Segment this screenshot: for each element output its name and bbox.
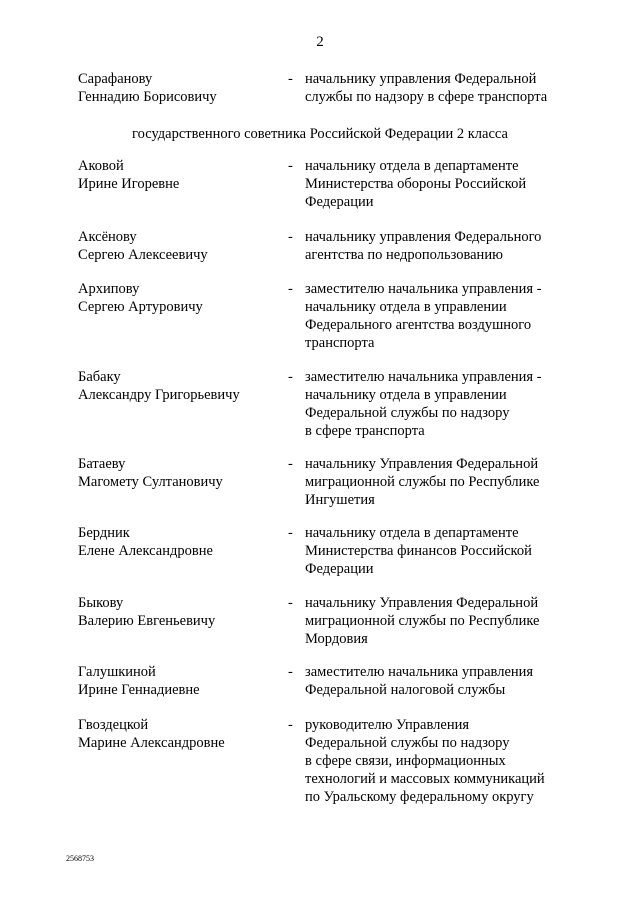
dash: - <box>288 664 293 680</box>
position-text <box>305 368 605 440</box>
person-name <box>78 280 278 316</box>
dash: - <box>288 525 293 541</box>
position-line: начальнику управления Федеральной <box>305 71 537 87</box>
position-text <box>305 228 605 264</box>
position-line: заместителю начальника управления - <box>305 281 542 297</box>
page-number: 2 <box>316 34 324 50</box>
person-name <box>78 228 278 264</box>
given-names: Валерию Евгеньевичу <box>78 613 216 629</box>
position-line: агентства по недропользованию <box>305 247 503 263</box>
dash: - <box>288 229 293 245</box>
position-line: Федеральной налоговой службы <box>305 682 506 698</box>
given-names: Ирине Геннадиевне <box>78 682 200 698</box>
position-line: Федерации <box>305 194 374 210</box>
position-line: начальнику Управления Федеральной <box>305 456 539 472</box>
position-line: в сфере связи, информационных <box>305 753 506 769</box>
section-heading: государственного советника Российской Федерации 2 класса <box>132 126 508 142</box>
person-name <box>78 594 278 630</box>
person-name <box>78 70 278 106</box>
person-name <box>78 368 278 404</box>
person-name <box>78 455 278 491</box>
position-text <box>305 594 605 648</box>
position-line: начальнику управления Федерального <box>305 229 542 245</box>
given-names: Ирине Игоревне <box>78 176 180 192</box>
dash: - <box>288 595 293 611</box>
position-line: начальнику отдела в департаменте <box>305 158 519 174</box>
position-line: Федеральной службы по надзору <box>305 735 510 751</box>
position-line: Федерального агентства воздушного <box>305 317 532 333</box>
surname: Гвоздецкой <box>78 717 149 733</box>
position-text <box>305 157 605 211</box>
position-line: начальнику отдела в управлении <box>305 299 507 315</box>
dash: - <box>288 717 293 733</box>
dash: - <box>288 281 293 297</box>
position-line: технологий и массовых коммуникаций <box>305 771 545 787</box>
given-names: Сергею Артуровичу <box>78 299 203 315</box>
given-names: Александру Григорьевичу <box>78 387 240 403</box>
position-text <box>305 716 605 806</box>
surname: Архипову <box>78 281 140 297</box>
position-text <box>305 280 605 352</box>
position-line: заместителю начальника управления <box>305 664 534 680</box>
surname: Аксёнову <box>78 229 137 245</box>
person-name <box>78 157 278 193</box>
dash: - <box>288 71 293 87</box>
person-name <box>78 716 278 752</box>
given-names: Геннадию Борисовичу <box>78 89 217 105</box>
document-code: 2568753 <box>66 854 94 863</box>
person-name <box>78 524 278 560</box>
position-line: транспорта <box>305 335 375 351</box>
given-names: Магомету Султановичу <box>78 474 223 490</box>
surname: Аковой <box>78 158 124 174</box>
position-line: Федерации <box>305 561 374 577</box>
surname: Быкову <box>78 595 124 611</box>
position-line: по Уральскому федеральному округу <box>305 789 534 805</box>
position-line: Министерства финансов Российской <box>305 543 532 559</box>
dash: - <box>288 158 293 174</box>
position-line: начальнику Управления Федеральной <box>305 595 539 611</box>
surname: Бабаку <box>78 369 121 385</box>
position-line: миграционной службы по Республике <box>305 613 540 629</box>
position-text <box>305 455 605 509</box>
position-line: миграционной службы по Республике <box>305 474 540 490</box>
position-line: заместителю начальника управления - <box>305 369 542 385</box>
surname: Бердник <box>78 525 130 541</box>
position-line: Мордовия <box>305 631 368 647</box>
given-names: Марине Александровне <box>78 735 225 751</box>
surname: Галушкиной <box>78 664 156 680</box>
surname: Сарафанову <box>78 71 153 87</box>
position-line: Ингушетия <box>305 492 375 508</box>
position-line: начальнику отдела в департаменте <box>305 525 519 541</box>
dash: - <box>288 456 293 472</box>
position-line: начальнику отдела в управлении <box>305 387 507 403</box>
position-line: Министерства обороны Российской <box>305 176 527 192</box>
dash: - <box>288 369 293 385</box>
position-line: службы по надзору в сфере транспорта <box>305 89 548 105</box>
position-line: в сфере транспорта <box>305 423 425 439</box>
position-text <box>305 70 605 106</box>
position-line: руководителю Управления <box>305 717 470 733</box>
surname: Батаеву <box>78 456 126 472</box>
position-text <box>305 524 605 578</box>
position-text <box>305 663 605 699</box>
position-line: Федеральной службы по надзору <box>305 405 510 421</box>
given-names: Елене Александровне <box>78 543 213 559</box>
person-name <box>78 663 278 699</box>
given-names: Сергею Алексеевичу <box>78 247 208 263</box>
